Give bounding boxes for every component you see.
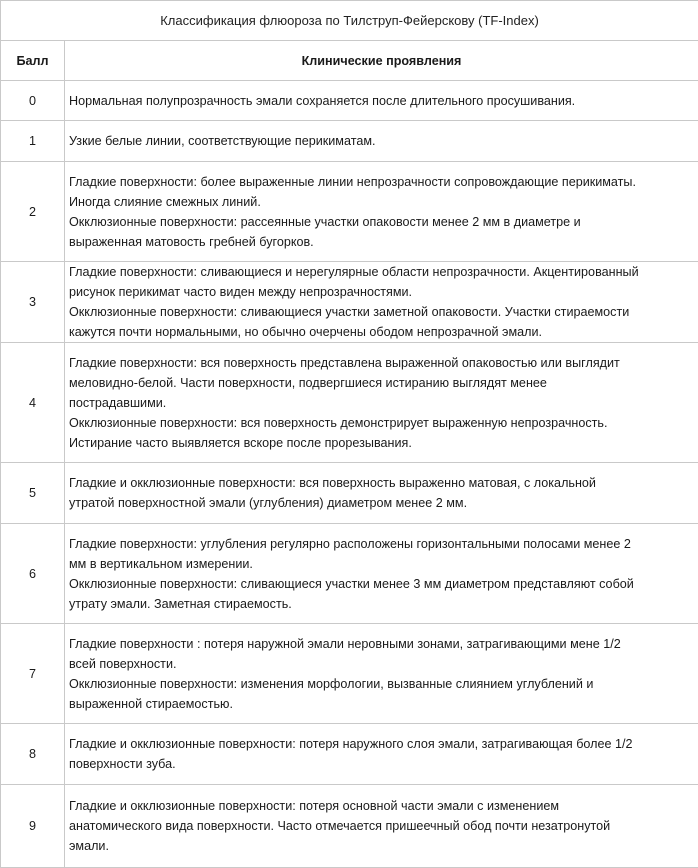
table-row: [1, 624, 698, 724]
description-line: Нормальная полупрозрачность эмали сохраняется после длительного просушивания.: [69, 91, 694, 111]
description-line: пострадавшими.: [69, 393, 694, 413]
description-line: Окклюзионные поверхности: сливающиеся участки менее 3 мм диаметром представляют собой: [69, 574, 694, 594]
description-line: Гладкие поверхности: углубления регулярно расположены горизонтальными полосами менее 2: [69, 534, 694, 554]
description-cell: [65, 724, 698, 785]
description-line: Окклюзионные поверхности: изменения морфологии, вызванные слиянием углублений и: [69, 674, 694, 694]
table-title-row: [1, 1, 698, 41]
table-title: Классификация флюороза по Тилструп-Фейерскову (TF-Index): [1, 1, 698, 41]
description-line: анатомического вида поверхности. Часто отмечается пришеечный обод почти незатронутой: [69, 816, 694, 836]
table-row: [1, 343, 698, 463]
description-line: выраженная матовость гребней бугорков.: [69, 232, 694, 252]
description-line: Гладкие поверхности: более выраженные линии непрозрачности сопровождающие перикиматы.: [69, 172, 694, 192]
description-line: Гладкие и окклюзионные поверхности: потеря наружного слоя эмали, затрагивающая более 1/2: [69, 734, 694, 754]
description-line: Гладкие и окклюзионные поверхности: вся поверхность выраженно матовая, с локальной: [69, 473, 694, 493]
description-line: Истирание часто выявляется вскоре после прорезывания.: [69, 433, 694, 453]
description-cell: [65, 785, 698, 868]
score-cell: 8: [1, 724, 65, 785]
table-row: [1, 121, 698, 162]
table-row: [1, 262, 698, 343]
score-cell: 5: [1, 463, 65, 524]
header-score: Балл: [1, 41, 65, 81]
score-cell: 0: [1, 81, 65, 121]
description-cell: [65, 343, 698, 463]
table-row: [1, 463, 698, 524]
description-line: Иногда слияние смежных линий.: [69, 192, 694, 212]
description-cell: [65, 624, 698, 724]
description-line: Гладкие поверхности : потеря наружной эмали неровными зонами, затрагивающими мене 1/2: [69, 634, 694, 654]
description-cell: [65, 162, 698, 262]
description-line: Гладкие и окклюзионные поверхности: потеря основной части эмали с изменением: [69, 796, 694, 816]
table-row: [1, 81, 698, 121]
score-cell: 9: [1, 785, 65, 868]
description-cell: [65, 463, 698, 524]
score-cell: 3: [1, 262, 65, 343]
description-line: утрату эмали. Заметная стираемость.: [69, 594, 694, 614]
score-cell: 6: [1, 524, 65, 624]
header-description: Клинические проявления: [65, 41, 698, 81]
description-line: мм в вертикальном измерении.: [69, 554, 694, 574]
table-row: [1, 724, 698, 785]
description-line: Узкие белые линии, соответствующие перикиматам.: [69, 131, 694, 151]
description-line: Окклюзионные поверхности: сливающиеся участки заметной опаковости. Участки стираемости: [69, 302, 694, 322]
description-line: всей поверхности.: [69, 654, 694, 674]
description-line: меловидно-белой. Части поверхности, подвергшиеся истиранию выглядят менее: [69, 373, 694, 393]
table-row: [1, 162, 698, 262]
description-line: поверхности зуба.: [69, 754, 694, 774]
description-line: Гладкие поверхности: вся поверхность представлена выраженной опаковостью или выглядит: [69, 353, 694, 373]
description-line: утратой поверхностной эмали (углубления) диаметром менее 2 мм.: [69, 493, 694, 513]
description-cell: [65, 262, 698, 343]
header-row: [1, 41, 698, 81]
description-line: Окклюзионные поверхности: рассеянные участки опаковости менее 2 мм в диаметре и: [69, 212, 694, 232]
score-cell: 7: [1, 624, 65, 724]
description-cell: [65, 81, 698, 121]
description-line: эмали.: [69, 836, 694, 856]
description-cell: [65, 121, 698, 162]
description-cell: [65, 524, 698, 624]
table-row: [1, 785, 698, 868]
table-body: [1, 81, 698, 868]
description-line: Окклюзионные поверхности: вся поверхность демонстрирует выраженную непрозрачность.: [69, 413, 694, 433]
score-cell: 1: [1, 121, 65, 162]
description-line: рисунок перикимат часто виден между непрозрачностями.: [69, 282, 694, 302]
score-cell: 4: [1, 343, 65, 463]
description-line: выраженной стираемостью.: [69, 694, 694, 714]
table-row: [1, 524, 698, 624]
description-line: кажутся почти нормальными, но обычно очерчены ободом непрозрачной эмали.: [69, 322, 694, 342]
description-line: Гладкие поверхности: сливающиеся и нерегулярные области непрозрачности. Акцентированный: [69, 262, 694, 282]
score-cell: 2: [1, 162, 65, 262]
